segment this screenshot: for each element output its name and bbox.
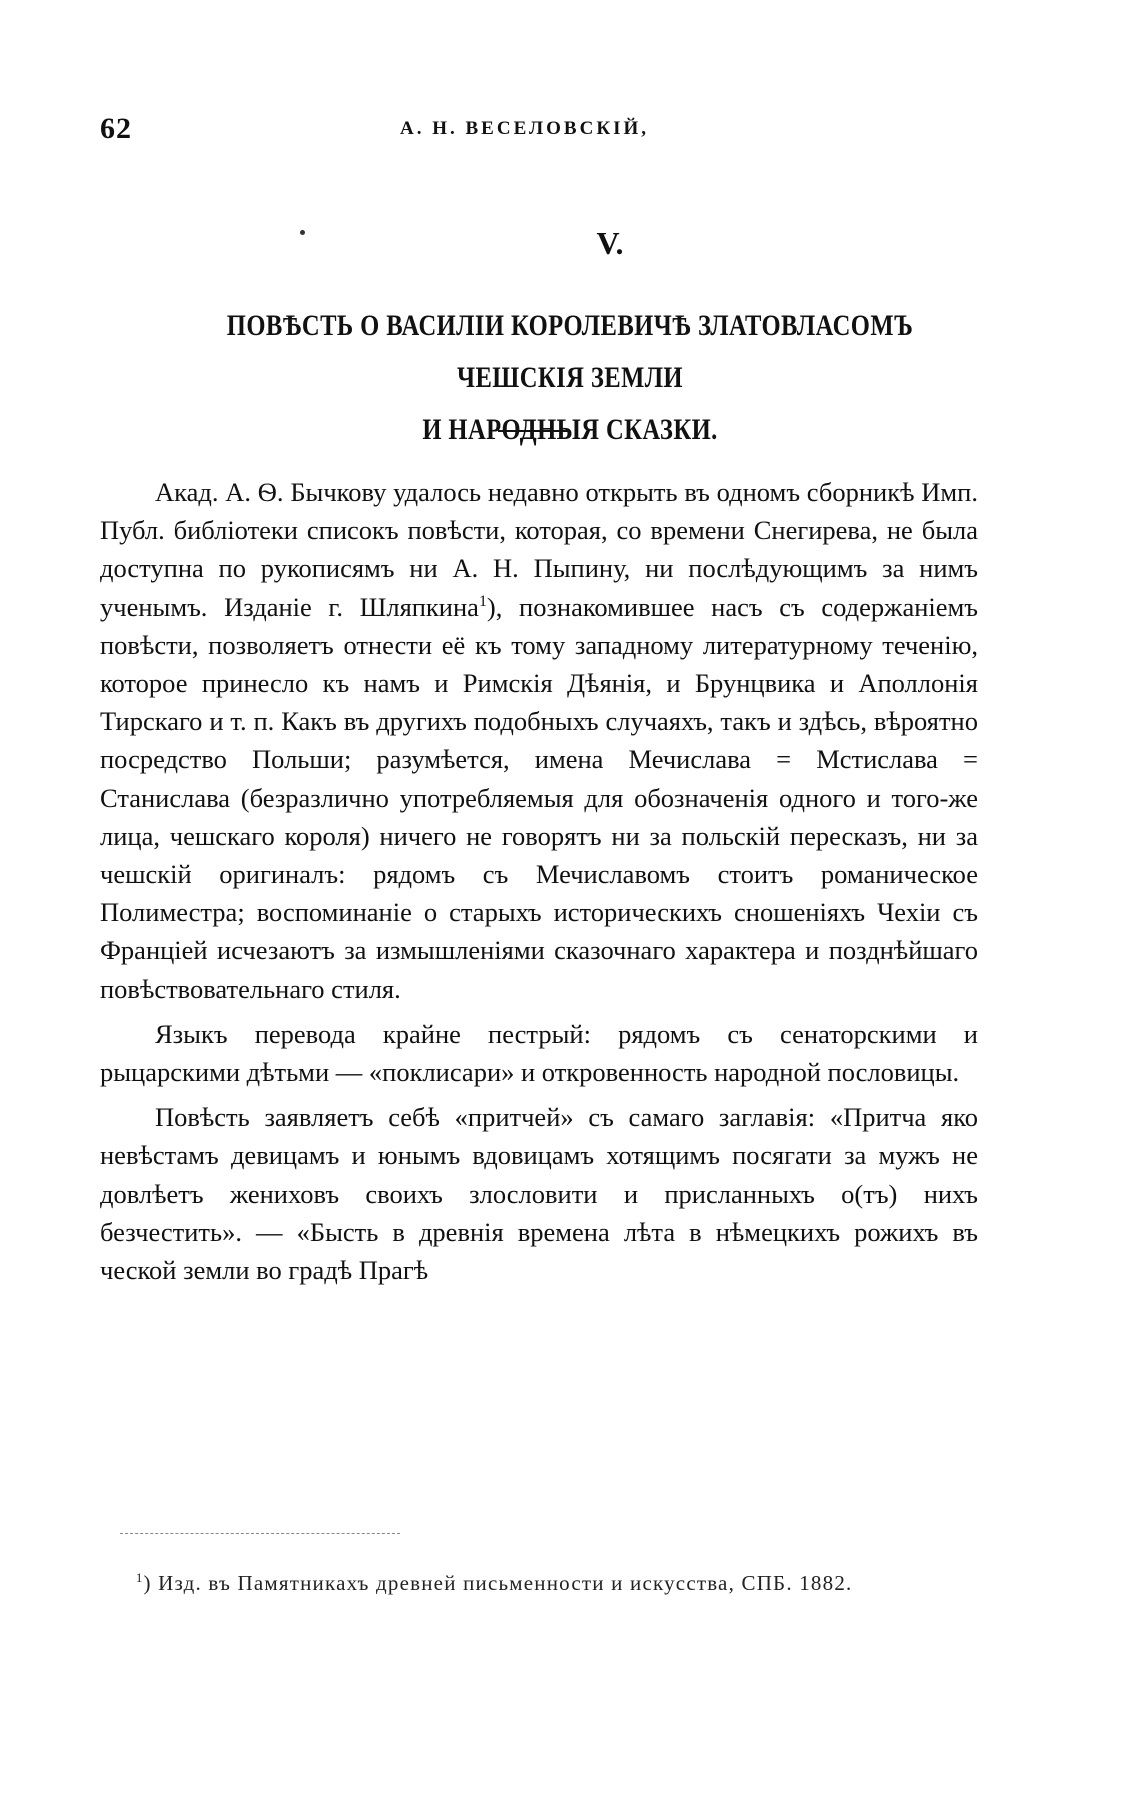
paragraph-2: Языкъ перевода крайне пестрый: рядомъ съ сенаторскими и рыцарскими дѣтьми — «поклисари» и откровенность народной пословицы. bbox=[100, 1018, 978, 1088]
body-text bbox=[100, 473, 978, 1296]
footnote-text: ) Изд. въ Памятникахъ древней письменности и искусства, СПБ. 1882. bbox=[143, 1571, 853, 1595]
footnote bbox=[100, 1565, 978, 1601]
section-number: V. bbox=[596, 225, 624, 261]
footnote-marker: 1 bbox=[136, 1571, 144, 1585]
page-number: 62 bbox=[100, 112, 132, 145]
paragraph-1-end: ), познакомившее насъ съ содержаніемъ повѣсти, позволяетъ отнести её къ тому западному литературному теченію, которое принесло къ намъ и Римскія Дѣянія, и Брунцвика и Аполлонія Тирскаго и т. п. Какъ въ другихъ подобныхъ случаяхъ, такъ и здѣсь, вѣроятно посредство Польши; разумѣется, имена Мечислава = Мстислава = Станислава (безразлично употребляемыя для обозначенія одного и того-же лица, чешскаго короля) ничего не говорятъ ни за польскій пересказъ, ни за чешскій оригиналъ: рядомъ съ Мечиславомъ стоитъ романическое Полиместра; воспоминаніе о старыхъ историческихъ сношеніяхъ Чехіи съ Франціей исчезаютъ за измышленіями сказочнаго характера и позднѣйшаго повѣствовательнаго стиля. bbox=[100, 591, 978, 1004]
footnote-reference: 1 bbox=[478, 592, 487, 610]
paragraph-1-start: Акад. А. Ѳ. Бычкову удалось недавно открыть въ одномъ сборникѣ Имп. Публ. библіотеки списокъ повѣсти, которая, со времени Снегирева, не была доступна по рукописямъ ни А. Н. Пыпину, ни послѣдующимъ за нимъ ученымъ. Изданіе г. Шляпкина bbox=[100, 477, 978, 622]
chapter-title-line-2: И НАРОДНЫЯ СКАЗКИ. bbox=[422, 413, 718, 446]
paragraph-3: Повѣсть заявляетъ себѣ «притчей» съ самаго заглавія: «Притча яко невѣстамъ девицамъ и юнымъ вдовицамъ хотящимъ посягати за мужъ не довлѣетъ жениховъ своихъ злословити и присланныхъ о(тъ) нихъ безчестить». — «Бысть в древнія времена лѣта в нѣмецкихъ рожихъ въ ческой земли во градѣ Прагѣ bbox=[100, 1102, 978, 1286]
running-title: А. Н. ВЕСЕЛОВСКІЙ, bbox=[400, 118, 650, 139]
running-head bbox=[100, 112, 665, 152]
chapter-title-line-1: ПОВѢСТЬ О ВАСИЛІИ КОРОЛЕВИЧѢ ЗЛАТОВЛАСОМЪ ЧЕШСКІЯ ЗЕМЛИ bbox=[226, 309, 914, 394]
footnote-divider bbox=[120, 1533, 400, 1534]
title-divider bbox=[498, 430, 570, 432]
chapter-title bbox=[185, 300, 956, 456]
paragraph-1 bbox=[100, 473, 978, 1008]
